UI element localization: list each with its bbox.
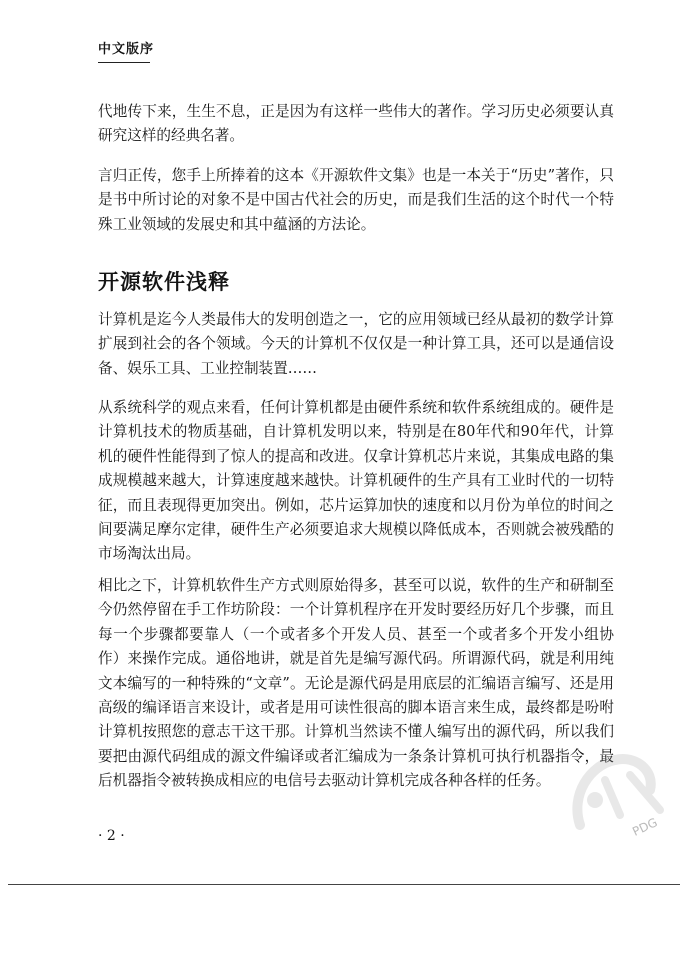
- header-rule: [98, 62, 150, 63]
- paragraph-4: 从系统科学的观点来看，任何计算机都是由硬件系统和软件系统组成的。硬件是计算机技术的物质基础，自计算机发明以来，特别是在80年代和90年代，计算机的硬件性能得到了惊人的提高和改进。仅拿计算机芯片来说，其集成电路的集成规模越来越大，计算速度越来越快。计算机硬件的生产具有工业时代的一切特征，而且表现得更加突出。例如，芯片运算加快的速度和以月份为单位的时间之间要满足摩尔定律，硬件生产必须要追求大规模以降低成本，否则就会被残酷的市场淘汰出局。: [98, 399, 614, 563]
- page-number: · 2 ·: [98, 828, 125, 844]
- running-header: 中文版序: [98, 42, 155, 57]
- paragraph-2: 言归正传，您手上所捧着的这本《开源软件文集》也是一本关于“历史”著作，只是书中所讨论的对象不是中国古代社会的历史，而是我们生活的这个时代一个特殊工业领域的发展史和其中蕴涵的方法论。: [98, 167, 614, 233]
- paragraph-3: 计算机是迄今人类最伟大的发明创造之一，它的应用领域已经从最初的数学计算扩展到社会的各个领域。今天的计算机不仅仅是一种计算工具，还可以是通信设备、娱乐工具、工业控制装置……: [98, 311, 614, 377]
- paragraph-1: 代地传下来，生生不息，正是因为有这样一些伟大的著作。学习历史必须要认真研究这样的经典名著。: [98, 103, 614, 145]
- section-title: 开源软件浅释: [98, 270, 230, 294]
- watermark-text: PDG: [630, 815, 660, 839]
- paragraph-5: 相比之下，计算机软件生产方式则原始得多，甚至可以说，软件的生产和研制至今仍然停留在手工作坊阶段：一个计算机程序在开发时要经历好几个步骤，而且每一个步骤都要靠人（一个或者多个开发人员、甚至一个或者多个开发小组协作）来操作完成。通俗地讲，就是首先是编写源代码。所谓源代码，就是利用纯文本编写的一种特殊的“文章”。无论是源代码是用底层的汇编语言编写、还是用高级的编译语言来设计，或者是用可读性很高的脚本语言来生成，最终都是吩咐计算机按照您的意志干这干那。计算机当然读不懂人编写出的源代码，所以我们要把由源代码组成的源文件编译或者汇编成为一条条计算机可执行机器指令，最后机器指令被转换成相应的电信号去驱动计算机完成各种各样的任务。: [98, 577, 614, 790]
- watermark-seal-icon: [560, 735, 680, 845]
- bottom-rule: [8, 884, 680, 885]
